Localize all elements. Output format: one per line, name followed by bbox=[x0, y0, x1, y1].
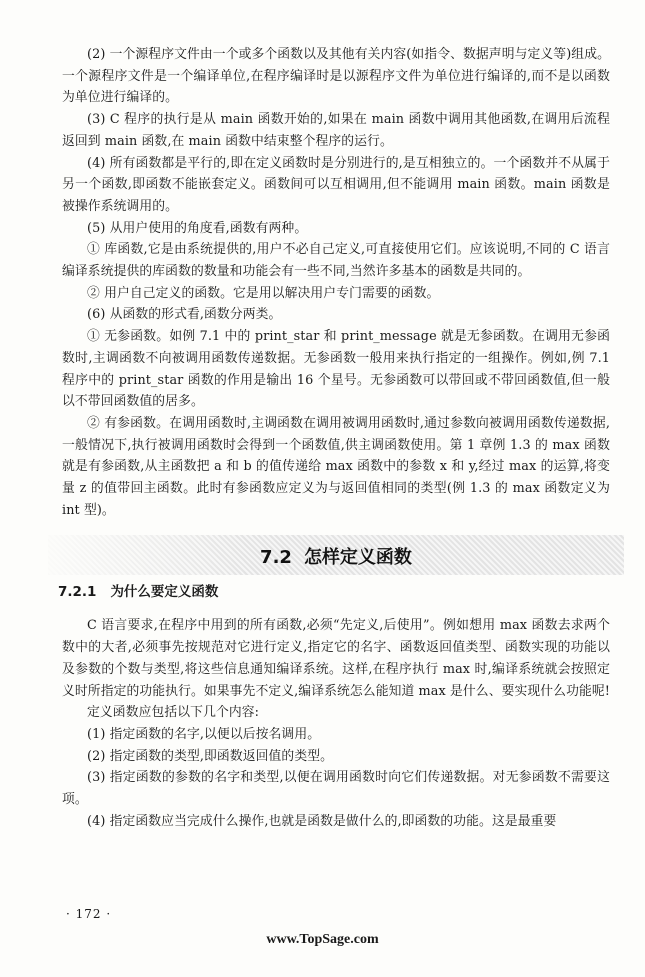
subsection-heading bbox=[58, 581, 610, 603]
paragraph: 定义函数应包括以下几个内容: bbox=[87, 705, 260, 721]
paragraph: ② 用户自己定义的函数。它是用以解决用户专门需要的函数。 bbox=[87, 285, 440, 301]
paragraph: (5) 从用户使用的角度看,函数有两种。 bbox=[87, 220, 308, 236]
paragraph: (3) C 程序的执行是从 main 函数开始的,如果在 main 函数中调用其他函数,在调用后流程返回到 main 函数,在 main 函数中结束整个程序的运行。 bbox=[62, 112, 610, 149]
paragraph: (3) 指定函数的参数的名字和类型,以便在调用函数时向它们传递数据。对无参函数不需要这项。 bbox=[62, 770, 610, 808]
page-number: · 172 · bbox=[66, 907, 112, 921]
paragraph: ② 有参函数。在调用函数时,主调函数在调用被调用函数时,通过参数向被调用函数传递数据,一般情况下,执行被调用函数时会得到一个函数值,供主调函数使用。第 1 章例 1.3 的 max 函数就是有参函数,从主函数把 a 和 b 的值传递给 max 函数中的参数 x 和 y,经过 max 的运算,将变量 z 的值带回主函数。此时有参函数应定义为与返回值相同的类型(例 1.3 的 max 函数定义为 int 型)。 bbox=[62, 415, 610, 518]
paragraph: C 语言要求,在程序中用到的所有函数,必须“先定义,后使用”。例如想用 max 函数去求两个数中的大者,必须事先按规范对它进行定义,指定它的名字、函数返回值类型、函数实现的功能以及参数的个数与类型,将这些信息通知编译系统。这样,在程序执行 max 时,编译系统就会按照定义时所指定的功能执行。如果事先不定义,编译系统怎么能知道 max 是什么、要实现什么功能呢! bbox=[62, 618, 611, 699]
section-banner bbox=[48, 535, 624, 575]
paragraph: (6) 从函数的形式看,函数分两类。 bbox=[87, 307, 282, 323]
subsection-title: 为什么要定义函数 bbox=[110, 584, 219, 601]
paragraph: (4) 指定函数应当完成什么操作,也就是函数是做什么的,即函数的功能。这是最重要 bbox=[87, 813, 557, 829]
paragraph: (1) 指定函数的名字,以便以后按名调用。 bbox=[87, 726, 321, 742]
paragraph: (2) 指定函数的类型,即函数返回值的类型。 bbox=[87, 748, 334, 764]
paragraph: (2) 一个源程序文件由一个或多个函数以及其他有关内容(如指令、数据声明与定义等)组成。一个源程序文件是一个编译单位,在程序编译时是以源程序文件为单位进行编译的,而不是以函数为单位进行编译的。 bbox=[62, 47, 610, 106]
section-heading bbox=[48, 543, 624, 569]
paragraph: ① 无参函数。如例 7.1 中的 print_star 和 print_message 就是无参函数。在调用无参函数时,主调函数不向被调用函数传递数据。无参函数一般用来执行指定的一组操作。例如,例 7.1 程序中的 print_star 函数的作用是输出 16 个星号。无参函数可以带回或不带回函数值,但一般以不带回函数值的居多。 bbox=[62, 329, 610, 410]
paragraph: (4) 所有函数都是平行的,即在定义函数时是分别进行的,是互相独立的。一个函数并不从属于另一个函数,即函数不能嵌套定义。函数间可以互相调用,但不能调用 main 函数。main 函数是被操作系统调用的。 bbox=[62, 155, 610, 214]
section-title: 怎样定义函数 bbox=[303, 547, 412, 569]
section-number: 7.2 bbox=[260, 547, 292, 569]
page-content bbox=[58, 44, 611, 833]
subsection-number: 7.2.1 bbox=[58, 584, 97, 601]
footer-url: www.TopSage.com bbox=[266, 932, 379, 947]
paragraph: ① 库函数,它是由系统提供的,用户不必自己定义,可直接使用它们。应该说明,不同的 C 语言编译系统提供的库函数的数量和功能会有一些不同,当然许多基本的函数是共同的。 bbox=[62, 242, 610, 280]
